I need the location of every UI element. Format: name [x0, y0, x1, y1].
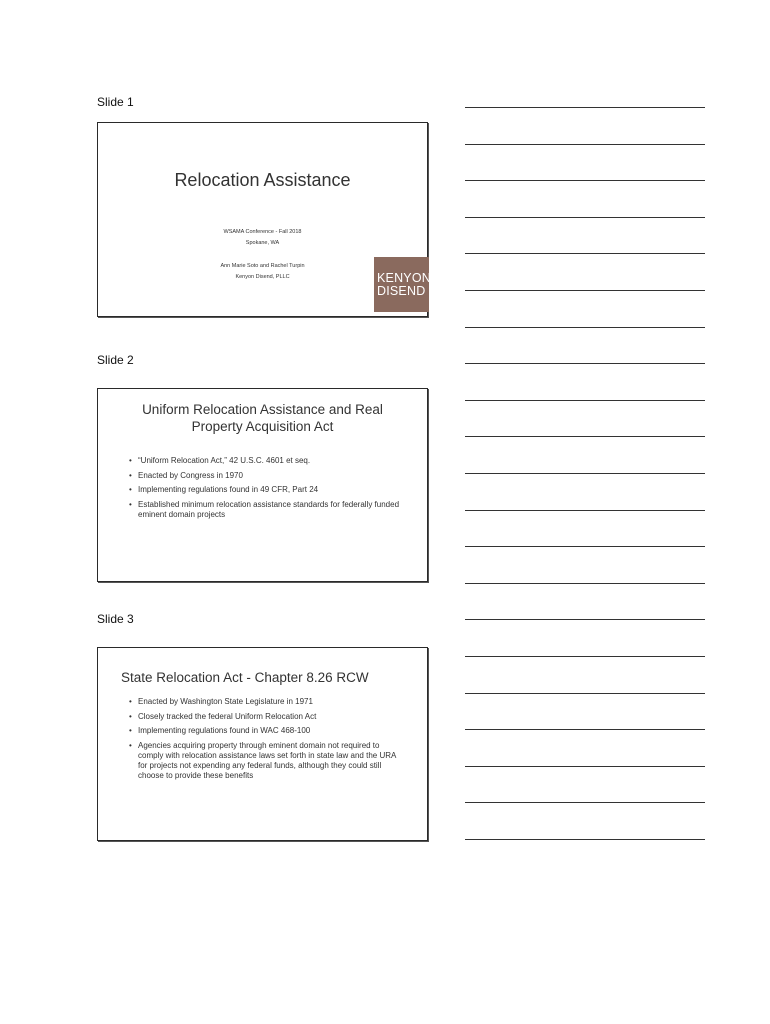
- slide-1-event: WSAMA Conference - Fall 2018: [223, 229, 302, 235]
- note-line: [465, 253, 705, 254]
- bullet-item: • Implementing regulations found in WAC 468-100: [129, 726, 404, 736]
- slide-3-title: State Relocation Act - Chapter 8.26 RCW: [121, 670, 369, 685]
- bullet-item: • Established minimum relocation assistance standards for federally funded eminent domain projects: [129, 500, 404, 520]
- logo-line-2: DISEND: [377, 283, 426, 298]
- slide-3: [97, 647, 428, 841]
- note-line: [465, 327, 705, 328]
- slide-2: [97, 388, 428, 582]
- slide-2-label: Slide 2: [97, 353, 134, 367]
- bullet-item: • “Uniform Relocation Act,” 42 U.S.C. 4601 et seq.: [129, 456, 404, 466]
- slide-1-label: Slide 1: [97, 95, 134, 109]
- note-line: [465, 473, 705, 474]
- bullet-item: • Enacted by Congress in 1970: [129, 471, 404, 481]
- note-line: [465, 619, 705, 620]
- slide-3-label: Slide 3: [97, 612, 134, 626]
- bullet-item: • Closely tracked the federal Uniform Relocation Act: [129, 712, 404, 722]
- slide-3-bullet-list: [129, 697, 404, 785]
- slide-1: [97, 122, 431, 317]
- bullet-item: • Enacted by Washington State Legislature in 1971: [129, 697, 404, 707]
- bullet-item: • Agencies acquiring property through eminent domain not required to comply with relocation assistance laws set forth in state law and the URA for projects not expending any federal funds, although they could still choose to provide these benefits: [129, 741, 404, 781]
- slide-2-title-line-2: Property Acquisition Act: [191, 419, 334, 434]
- logo-line-1: KENYON: [377, 270, 431, 285]
- note-line: [465, 107, 705, 108]
- slide-2-title-line-1: Uniform Relocation Assistance and Real: [142, 402, 383, 417]
- slide-2-bullet-list: [129, 456, 404, 524]
- kenyon-disend-logo: [374, 257, 429, 312]
- note-line: [465, 180, 705, 181]
- slide-1-firm: Kenyon Disend, PLLC: [235, 274, 290, 280]
- note-line: [465, 766, 705, 767]
- note-line: [465, 802, 705, 803]
- note-line: [465, 693, 705, 694]
- note-line: [465, 144, 705, 145]
- slide-1-presenters: Ann Marie Soto and Rachel Turpin: [220, 263, 305, 269]
- note-line: [465, 510, 705, 511]
- slide-1-title: Relocation Assistance: [174, 170, 351, 190]
- note-line: [465, 546, 705, 547]
- slide-2-title: [98, 401, 427, 435]
- note-line: [465, 217, 705, 218]
- note-line: [465, 656, 705, 657]
- note-line: [465, 583, 705, 584]
- note-line: [465, 290, 705, 291]
- slide-1-location: Spokane, WA: [245, 240, 280, 246]
- note-line: [465, 400, 705, 401]
- note-line: [465, 363, 705, 364]
- note-line: [465, 436, 705, 437]
- note-line: [465, 839, 705, 840]
- bullet-item: • Implementing regulations found in 49 CFR, Part 24: [129, 485, 404, 495]
- note-line: [465, 729, 705, 730]
